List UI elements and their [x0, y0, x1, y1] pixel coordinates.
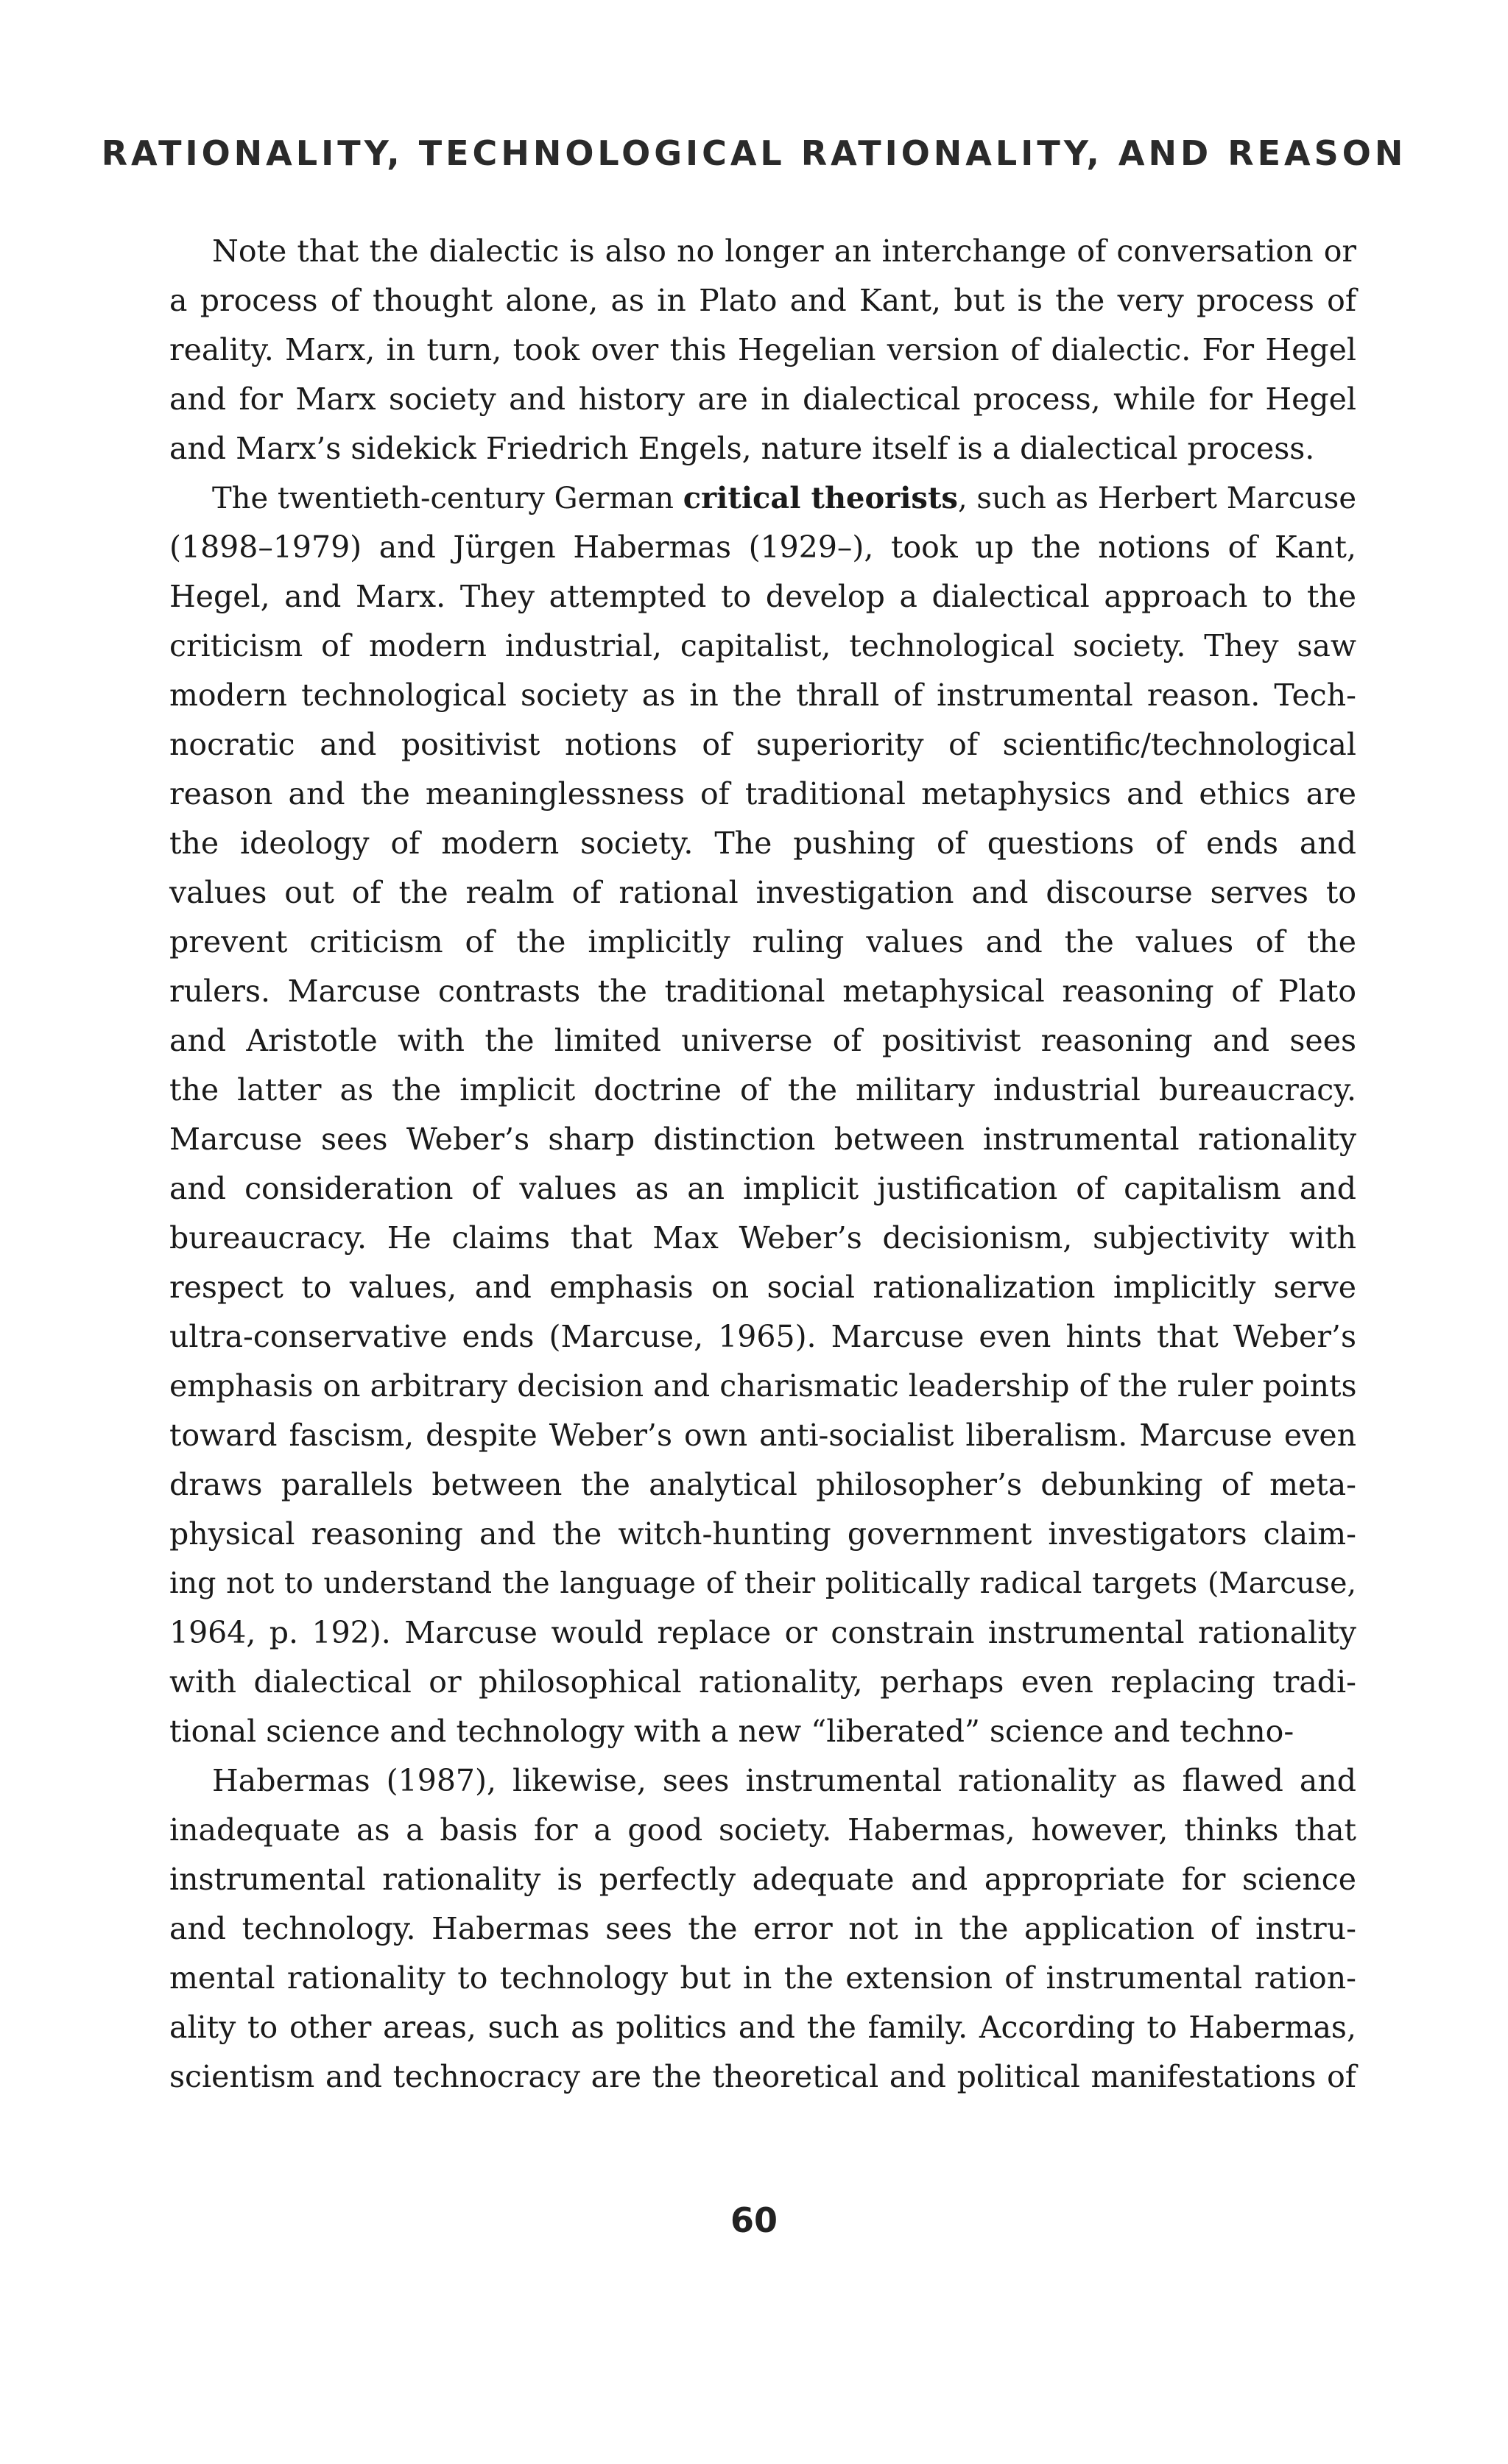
text-line: modern technological society as in the thrall of instrumental reason. Tech-: [169, 677, 1356, 713]
text-line: ultra-conservative ends (Marcuse, 1965). Marcuse even hints that Weber’s: [169, 1319, 1356, 1354]
text-line: 1964, p. 192). Marcuse would replace or constrain instrumental rationality: [169, 1615, 1356, 1650]
text-line: tional science and technology with a new “liberated” science and techno-: [169, 1714, 1294, 1749]
running-head: RATIONALITY, TECHNOLOGICAL RATIONALITY, AND REASON: [101, 133, 1407, 173]
text-run: The twentieth-century German: [212, 482, 683, 515]
text-line: (1898–1979) and Jürgen Habermas (1929–), took up the notions of Kant,: [169, 529, 1356, 565]
text-line: instrumental rationality is perfectly adequate and appropriate for science: [169, 1862, 1356, 1897]
text-line: and Aristotle with the limited universe of positivist reasoning and sees: [169, 1023, 1356, 1058]
text-line: and technology. Habermas sees the error not in the application of instru-: [169, 1911, 1356, 1946]
text-line: and Marx’s sidekick Friedrich Engels, nature itself is a dialectical process.: [169, 431, 1315, 466]
text-line: bureaucracy. He claims that Max Weber’s decisionism, subjectivity with: [169, 1220, 1356, 1256]
text-line: a process of thought alone, as in Plato and Kant, but is the very process of: [169, 283, 1356, 318]
text-line: [169, 474, 1356, 523]
page-number: 60: [730, 2200, 778, 2240]
text-line: and consideration of values as an implicit justification of capitalism and: [169, 1171, 1356, 1206]
text-line: with dialectical or philosophical rationality, perhaps even replacing tradi-: [169, 1664, 1356, 1700]
body-text: [169, 227, 1356, 2102]
text-line: ality to other areas, such as politics and the family. According to Habermas,: [169, 2010, 1356, 2045]
text-line: the latter as the implicit doctrine of the military industrial bureaucracy.: [169, 1072, 1356, 1108]
text-line: the ideology of modern society. The pushing of questions of ends and: [169, 826, 1356, 861]
text-line: respect to values, and emphasis on social rationalization implicitly serve: [169, 1270, 1356, 1305]
text-line: physical reasoning and the witch-hunting government investigators claim-: [169, 1516, 1356, 1552]
text-line: mental rationality to technology but in the extension of instrumental ration-: [169, 1960, 1356, 1996]
text-line: Hegel, and Marx. They attempted to develop a dialectical approach to the: [169, 579, 1356, 614]
text-line: emphasis on arbitrary decision and charismatic leadership of the ruler points: [169, 1368, 1357, 1404]
text-line: and for Marx society and history are in dialectical process, while for Hegel: [169, 381, 1356, 417]
text-line: rulers. Marcuse contrasts the traditional metaphysical reasoning of Plato: [169, 974, 1356, 1009]
text-line: reality. Marx, in turn, took over this Hegelian version of dialectic. For Hegel: [169, 332, 1356, 367]
text-line: reason and the meaninglessness of traditional metaphysics and ethics are: [169, 776, 1356, 812]
text-line: prevent criticism of the implicitly ruling values and the values of the: [169, 924, 1356, 960]
text-line: Marcuse sees Weber’s sharp distinction between instrumental rationality: [169, 1122, 1356, 1157]
text-line: draws parallels between the analytical philosopher’s debunking of meta-: [169, 1467, 1356, 1502]
text-line: values out of the realm of rational investigation and discourse serves to: [169, 875, 1356, 910]
text-line: inadequate as a basis for a good society. Habermas, however, thinks that: [169, 1812, 1356, 1848]
text-line: ing not to understand the language of their politically radical targets (Marcuse,: [169, 1566, 1356, 1600]
text-line: toward fascism, despite Weber’s own anti-socialist liberalism. Marcuse even: [169, 1418, 1356, 1453]
text-line: scientism and technocracy are the theoretical and political manifestations of: [169, 2059, 1356, 2094]
text-line: Habermas (1987), likewise, sees instrumental rationality as flawed and: [212, 1763, 1356, 1798]
text-line: nocratic and positivist notions of superiority of scientific/technological: [169, 727, 1356, 762]
text-line: Note that the dialectic is also no longer an interchange of conversation or: [212, 233, 1356, 269]
text-line: criticism of modern industrial, capitalist, technological society. They saw: [169, 628, 1356, 663]
bold-term: critical theorists: [683, 481, 958, 515]
text-run: , such as Herbert Marcuse: [957, 482, 1356, 515]
